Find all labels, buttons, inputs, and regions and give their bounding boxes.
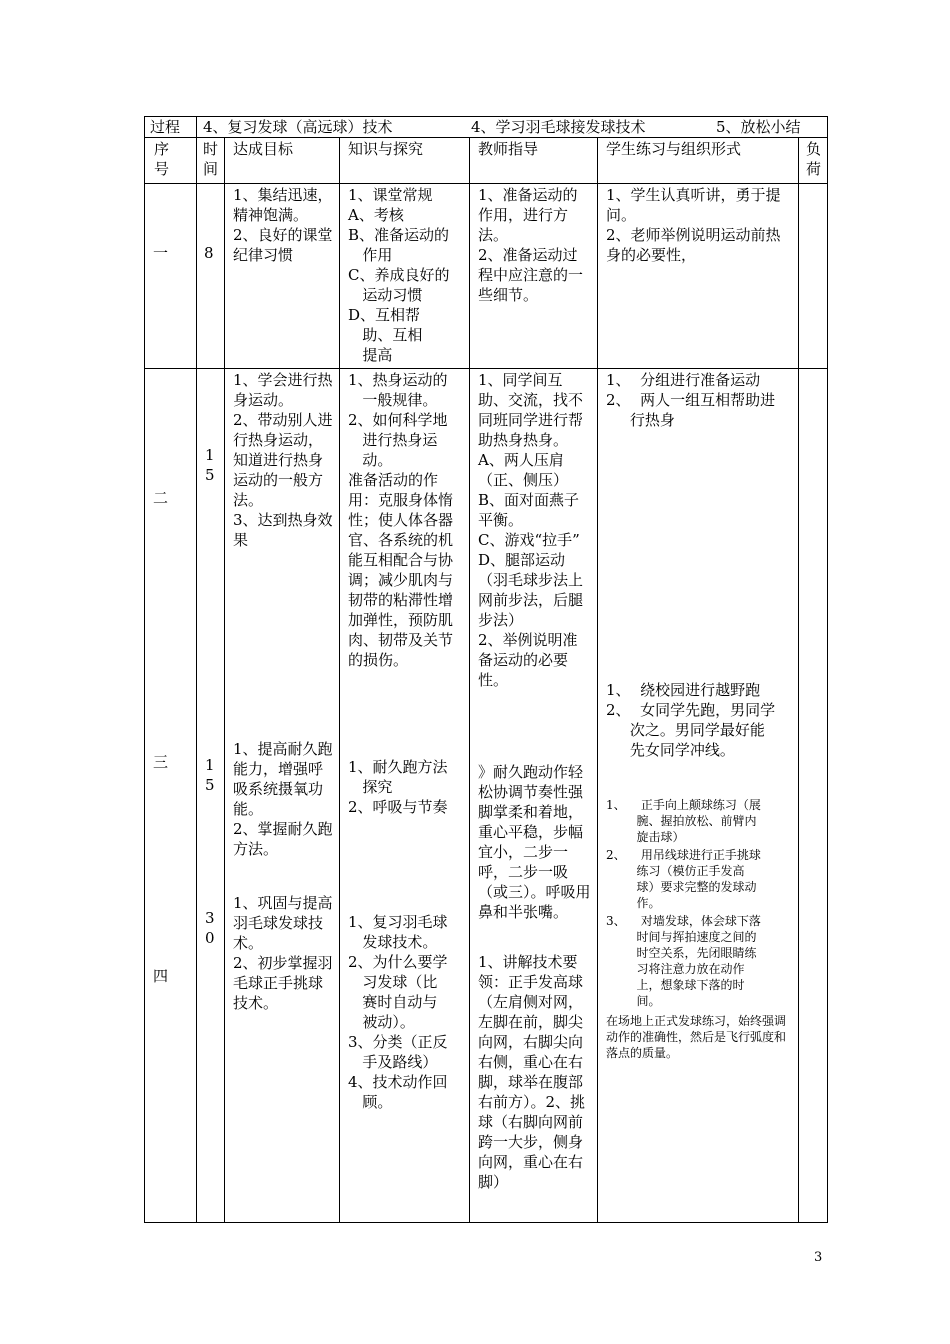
row-seq-2: 二 [153, 489, 169, 507]
row-student-4-item-1: 1、 正手向上颠球练习（展 腕、握拍放松、前臂内 旋击球） [606, 798, 761, 844]
header-seq: 序 号 [154, 140, 170, 178]
row1-student: 1、学生认真听讲，勇于提问。 2、老师举例说明运动前热身的必要性， [606, 186, 781, 264]
row-knowledge-4: 1、复习羽毛球 发球技术。 2、为什么要学 习发球（比 赛时自动与 被动）。 3、分类（正反 手及路线） 4、技术动作回 顾。 [348, 913, 448, 1111]
header-row-border [144, 183, 828, 184]
row-goal-4: 1、巩固与提高羽毛球发球技术。 2、初步掌握羽毛球正手挑球技术。 [233, 894, 333, 1012]
row-student-3: 1、 绕校园进行越野跑 2、 女同学先跑，男同学 次之。男同学最好能 先女同学冲线。 [606, 681, 776, 759]
row-knowledge-2: 1、热身运动的 一般规律。 2、如何科学地 进行热身运 动。 准备活动的作用：克服身体惰性；使人体各器官、各系统的机能互相配合与协调；减少肌肉与韧带的粘滞性增加弹性，预防肌肉、韧带及关节的损伤。 [348, 371, 454, 669]
header-teacher: 教师指导 [478, 140, 539, 158]
col-border-knowledge [469, 137, 470, 1223]
row-teacher-4: 1、讲解技术要领：正手发高球（左肩侧对网，左脚在前，脚尖向网，右脚尖向右侧，重心在右脚，球举在腹部右前方）。2、挑球（右脚向网前跨一大步，侧身向网，重心在右脚） [478, 953, 586, 1191]
header-student: 学生练习与组织形式 [606, 140, 742, 158]
row1-time: 8 [204, 244, 214, 262]
row-student-4-note: 在场地上正式发球练习，始终强调动作的准确性，然后是飞行弧度和落点的质量。 [606, 1014, 787, 1060]
row1-knowledge: 1、课堂常规 A、考核 B、准备运动的 作用 C、养成良好的 运动习惯 D、互相帮 助、互相 提高 [348, 186, 450, 364]
page-number: 3 [814, 1250, 823, 1265]
row-time-2: 1 5 [205, 446, 215, 484]
row-knowledge-3: 1、耐久跑方法 探究 2、呼吸与节奏 [348, 758, 448, 816]
row-teacher-3: 》耐久跑动作轻松协调节奏性强脚掌柔和着地，重心平稳，步幅宜小，二步一呼，二步一吸（或三）。呼吸用鼻和半张嘴。 [478, 763, 591, 921]
header-load: 负 荷 [806, 140, 822, 178]
row1-seq: 一 [153, 244, 169, 262]
col-border-seq [196, 116, 197, 1223]
col-border-time [224, 137, 225, 1223]
row1-goal: 1、集结迅速，精神饱满。 2、良好的课堂纪律习惯 [233, 186, 333, 264]
row-student-4-item-2: 2、 用吊线球进行正手挑球 练习（模仿正手发高 球）要求完整的发球动 作。 [606, 848, 761, 910]
row-teacher-2: 1、同学间互助、交流，找不同班同学进行帮助热身热身。 A、两人压肩（正、侧压） B、面对面燕子平衡。 C、游戏“拉手” D、腿部运动（羽毛球步法上网前步法，后腿步法） 2、举例说明准备运动的必要性。 [478, 371, 584, 689]
col-border-right [827, 116, 828, 1223]
col-border-student [798, 137, 799, 1223]
row-student-2: 1、 分组进行准备运动 2、 两人一组互相帮助进 行热身 [606, 371, 776, 429]
row-goal-3: 1、提高耐久跑能力，增强呼吸系统摄氧功能。 2、掌握耐久跑方法。 [233, 740, 333, 858]
row-seq-4: 四 [153, 967, 169, 985]
header-knowledge: 知识与探究 [348, 140, 424, 158]
row-time-3: 1 5 [205, 756, 215, 794]
header-goal: 达成目标 [233, 140, 294, 158]
row-student-4-item-3: 3、 对墙发球，体会球下落 时间与挥拍速度之间的 时空关系，先闭眼睛练 习将注意力放在动作 上，想象球下落的时 间。 [606, 914, 761, 1008]
process-row-border [144, 137, 828, 138]
row1-teacher: 1、准备运动的作用，进行方法。 2、准备运动过程中应注意的一些细节。 [478, 186, 584, 304]
process-item-2: 4、学习羽毛球接发球技术 [471, 118, 646, 136]
row-time-4: 3 0 [205, 909, 215, 947]
process-item-3: 5、放松小结 [716, 118, 801, 136]
row1-border [144, 368, 828, 369]
process-item-1: 4、复习发球（高远球）技术 [203, 118, 393, 136]
col-border-left [144, 116, 145, 1223]
header-time: 时 间 [203, 140, 219, 178]
table-bottom-border [144, 1222, 828, 1223]
row-seq-3: 三 [153, 753, 169, 771]
row-goal-2: 1、学会进行热身运动。 2、带动别人进行热身运动，知道进行热身运动的一般方法。 3、达到热身效果 [233, 371, 333, 549]
col-border-goal [339, 137, 340, 1223]
col-border-teacher [597, 137, 598, 1223]
process-label: 过程 [150, 118, 181, 136]
